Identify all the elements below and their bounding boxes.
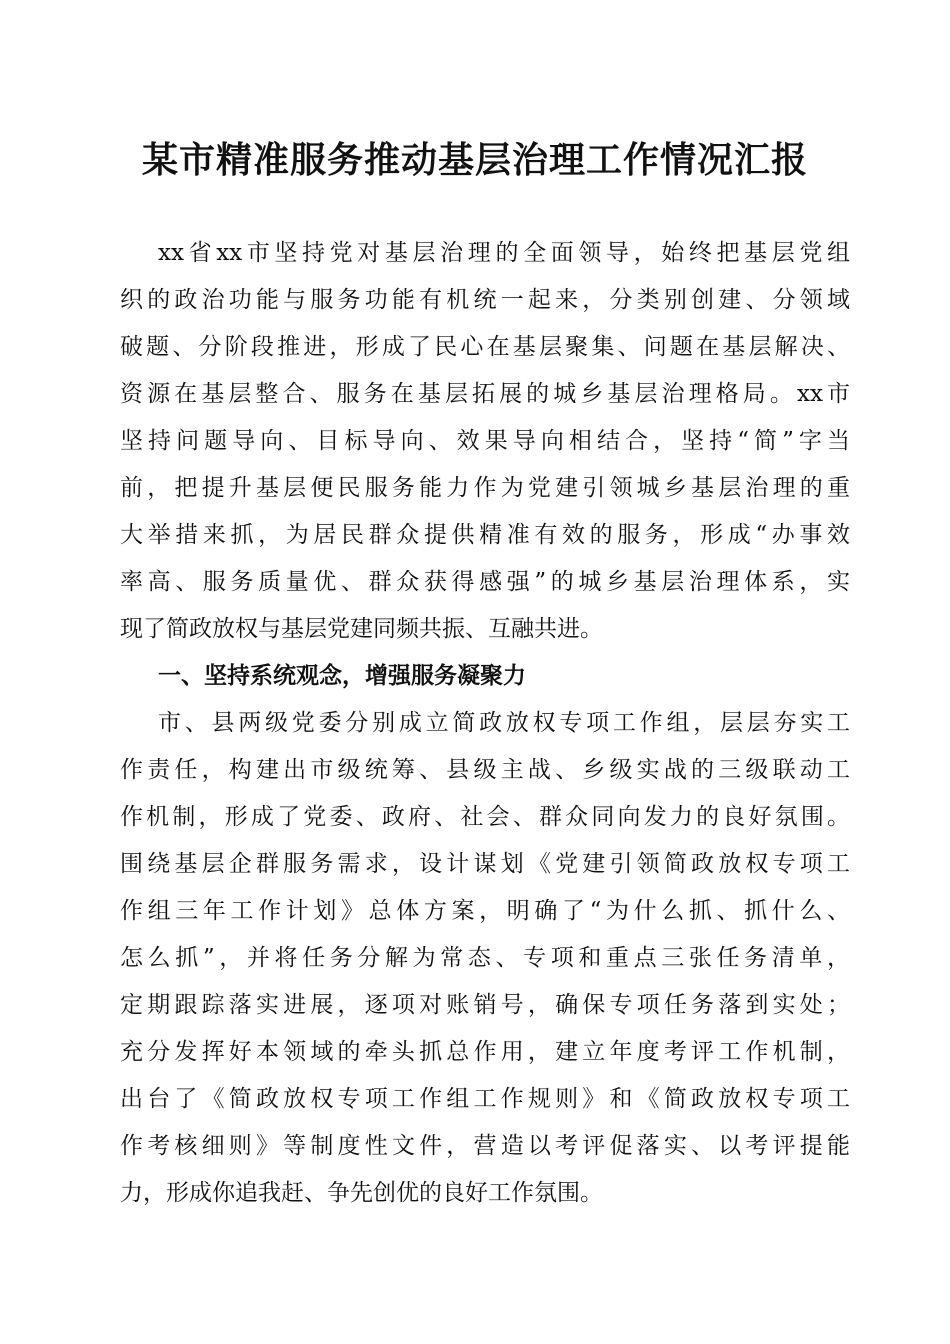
paragraph-line: xx省xx市坚持党对基层治理的全面领导，始终把基层党组 bbox=[158, 240, 850, 266]
paragraph-line: 出台了《简政放权专项工作组工作规则》和《简政放权专项工 bbox=[120, 1086, 850, 1112]
paragraph-line: 大举措来抓，为居民群众提供精准有效的服务，形成“办事效 bbox=[120, 522, 850, 548]
paragraph-line: 率高、服务质量优、群众获得感强”的城乡基层治理体系，实 bbox=[120, 569, 850, 595]
paragraph-line: 定期跟踪落实进展，逐项对账销号，确保专项任务落到实处； bbox=[120, 992, 850, 1018]
paragraph-line: 围绕基层企群服务需求，设计谋划《党建引领简政放权专项工 bbox=[120, 851, 850, 877]
document-title: 某市精准服务推动基层治理工作情况汇报 bbox=[141, 139, 808, 181]
paragraph-line: 力，形成你追我赶、争先创优的良好工作氛围。 bbox=[120, 1180, 603, 1206]
paragraph-line: 作考核细则》等制度性文件，营造以考评促落实、以考评提能 bbox=[120, 1133, 850, 1159]
paragraph-line: 破题、分阶段推进，形成了民心在基层聚集、问题在基层解决、 bbox=[120, 334, 850, 360]
paragraph-line: 作责任，构建出市级统筹、县级主战、乡级实战的三级联动工 bbox=[120, 757, 850, 783]
paragraph-line: 作组三年工作计划》总体方案，明确了“为什么抓、抓什么、 bbox=[120, 898, 850, 924]
paragraph-line: 充分发挥好本领域的牵头抓总作用，建立年度考评工作机制， bbox=[120, 1039, 850, 1065]
paragraph-line: 市、县两级党委分别成立简政放权专项工作组，层层夯实工 bbox=[158, 710, 850, 736]
paragraph-line: 坚持问题导向、目标导向、效果导向相结合，坚持“简”字当 bbox=[120, 428, 850, 454]
paragraph-line: 前，把提升基层便民服务能力作为党建引领城乡基层治理的重 bbox=[120, 475, 850, 501]
section-heading: 一、坚持系统观念，增强服务凝聚力 bbox=[158, 663, 526, 689]
paragraph-line: 怎么抓”，并将任务分解为常态、专项和重点三张任务清单， bbox=[120, 945, 850, 971]
paragraph-line: 作机制，形成了党委、政府、社会、群众同向发力的良好氛围。 bbox=[120, 804, 850, 830]
paragraph-line: 资源在基层整合、服务在基层拓展的城乡基层治理格局。xx市 bbox=[120, 381, 850, 407]
paragraph-line: 现了简政放权与基层党建同频共振、互融共进。 bbox=[120, 616, 603, 642]
paragraph-line: 织的政治功能与服务功能有机统一起来，分类别创建、分领域 bbox=[120, 287, 850, 313]
